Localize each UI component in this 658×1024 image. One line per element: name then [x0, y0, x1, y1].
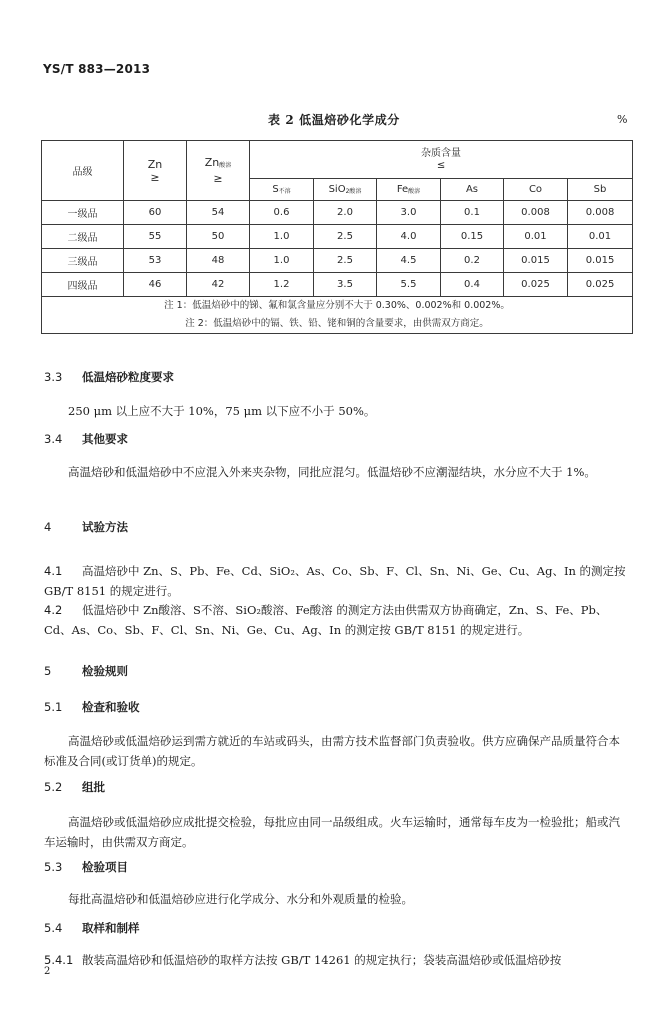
- cell-s: 1.0: [250, 249, 314, 273]
- numbered-paragraph: 4.2 低温焙砂中 Zn酸溶、S不溶、SiO₂酸溶、Fe酸溶 的测定方法由供需双方协商确定，Zn、S、Fe、Pb、Cd、As、Co、Sb、F、Cl、Sn、Ni、Ge、Cu、Ag、In 的测定按 GB/T 8151 的规定进行。: [44, 603, 608, 637]
- paragraph: 高温焙砂或低温焙砂运到需方就近的车站或码头，由需方技术监督部门负责验收。供方应确保产品质量符合本标准及合同(或订货单)的规定。: [44, 734, 620, 768]
- cell-zn-sol: 48: [187, 249, 250, 273]
- cell-grade: 四级品: [42, 273, 124, 297]
- cell-s: 1.2: [250, 273, 314, 297]
- page-number: 2: [44, 966, 51, 977]
- paragraph: 每批高温焙砂和低温焙砂应进行化学成分、水分和外观质量的检验。: [68, 892, 413, 906]
- cell-zn-sol: 42: [187, 273, 250, 297]
- cell-fe: 5.5: [377, 273, 441, 297]
- cell-as: 0.2: [441, 249, 504, 273]
- standard-code: YS/T 883—2013: [43, 62, 151, 76]
- cell-sio2: 2.5: [314, 225, 377, 249]
- cell-sio2: 3.5: [314, 273, 377, 297]
- numbered-paragraph: 5.4.1 散装高温焙砂和低温焙砂的取样方法按 GB/T 14261 的规定执行；袋装高温焙砂或低温焙砂按: [44, 953, 562, 967]
- section-heading: 5.4 取样和制样: [44, 921, 140, 935]
- paragraph: 高温焙砂和低温焙砂中不应混入外来夹杂物，同批应混匀。低温焙砂不应潮湿结块，水分应不大于 1%。: [68, 465, 596, 479]
- cell-sb: 0.015: [568, 249, 633, 273]
- section-heading: 4 试验方法: [44, 520, 128, 534]
- cell-zn: 53: [124, 249, 187, 273]
- section-heading: 5.2 组批: [44, 780, 105, 794]
- numbered-paragraph: 4.1 高温焙砂中 Zn、S、Pb、Fe、Cd、SiO₂、As、Co、Sb、F、Cl、Sn、Ni、Ge、Cu、Ag、In 的测定按 GB/T 8151 的规定进行。: [44, 564, 626, 598]
- cell-grade: 二级品: [42, 225, 124, 249]
- impurity-col-header: Sb: [568, 179, 633, 201]
- impurity-col-header: $S_{不溶}$: [250, 179, 314, 201]
- table-unit: %: [617, 113, 628, 126]
- cell-zn: 55: [124, 225, 187, 249]
- cell-sb: 0.025: [568, 273, 633, 297]
- table-row: [42, 249, 633, 273]
- cell-as: 0.1: [441, 201, 504, 225]
- table-caption: 表 2 低温焙砂化学成分: [268, 113, 400, 127]
- table-notes: [42, 297, 633, 334]
- cell-s: 1.0: [250, 225, 314, 249]
- cell-zn: 60: [124, 201, 187, 225]
- cell-co: 0.025: [504, 273, 568, 297]
- impurity-col-header: $Fe_{酸溶}$: [377, 179, 441, 201]
- table-row: [42, 201, 633, 225]
- header-impurity: 杂质含量 ≤: [250, 141, 633, 179]
- cell-zn-sol: 50: [187, 225, 250, 249]
- impurity-col-header: Co: [504, 179, 568, 201]
- cell-fe: 4.5: [377, 249, 441, 273]
- cell-grade: 三级品: [42, 249, 124, 273]
- cell-co: 0.008: [504, 201, 568, 225]
- impurity-col-header: As: [441, 179, 504, 201]
- section-heading: 5.1 检查和验收: [44, 700, 140, 714]
- cell-as: 0.4: [441, 273, 504, 297]
- header-zn-acid-soluble: $Zn_{酸溶}$ ≥: [187, 141, 250, 201]
- paragraph: 高温焙砂或低温焙砂应成批提交检验，每批应由同一品级组成。火车运输时，通常每车皮为一检验批；船或汽车运输时，由供需双方商定。: [44, 815, 620, 849]
- cell-sio2: 2.0: [314, 201, 377, 225]
- header-zn: Zn ≥: [124, 141, 187, 201]
- impurity-col-header: SiO$_{2酸溶}$: [314, 179, 377, 201]
- cell-as: 0.15: [441, 225, 504, 249]
- table-note-1: 注 1：低温焙砂中的锑、氟和氯含量应分别不大于 0.30%、0.002%和 0.002%。: [164, 300, 510, 311]
- table-row: [42, 273, 633, 297]
- cell-co: 0.015: [504, 249, 568, 273]
- chemical-composition-table: [41, 140, 633, 334]
- cell-s: 0.6: [250, 201, 314, 225]
- header-grade: 品级: [42, 141, 124, 201]
- cell-co: 0.01: [504, 225, 568, 249]
- cell-grade: 一级品: [42, 201, 124, 225]
- section-heading: 5.3 检验项目: [44, 860, 128, 874]
- section-heading: 3.3 低温焙砂粒度要求: [44, 370, 174, 384]
- cell-fe: 3.0: [377, 201, 441, 225]
- section-heading: 3.4 其他要求: [44, 432, 128, 446]
- cell-fe: 4.0: [377, 225, 441, 249]
- cell-sb: 0.01: [568, 225, 633, 249]
- cell-zn: 46: [124, 273, 187, 297]
- section-heading: 5 检验规则: [44, 664, 128, 678]
- table-note-2: 注 2：低温焙砂中的镉、铁、铅、铑和铜的含量要求，由供需双方商定。: [185, 318, 489, 329]
- cell-sio2: 2.5: [314, 249, 377, 273]
- cell-zn-sol: 54: [187, 201, 250, 225]
- table-row: [42, 225, 633, 249]
- paragraph: 250 μm 以上应不大于 10%，75 μm 以下应不小于 50%。: [68, 404, 376, 418]
- cell-sb: 0.008: [568, 201, 633, 225]
